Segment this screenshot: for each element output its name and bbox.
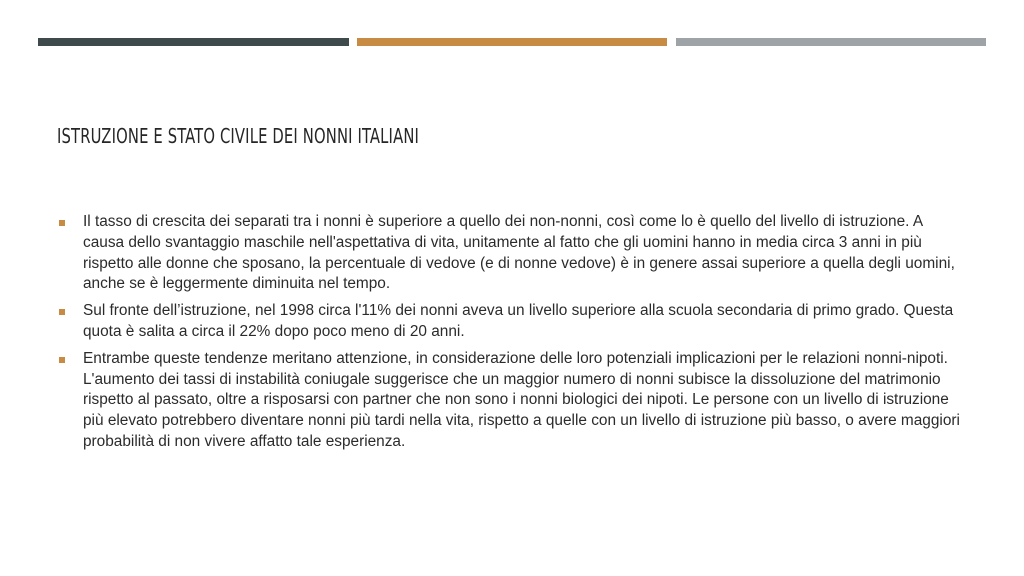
square-bullet-icon [59,309,65,315]
bullet-text: Sul fronte dell’istruzione, nel 1998 circa l'11% dei nonni aveva un livello superiore alla scuola secondaria di primo grado. Questa quota è salita a circa il 22% dopo poco meno di 20 anni. [83,302,954,340]
top-accent-bar-dark [38,38,349,46]
square-bullet-icon [59,220,65,226]
square-bullet-icon [59,357,65,363]
slide-title: ISTRUZIONE E STATO CIVILE DEI NONNI ITALIANI [57,124,420,148]
bullet-text: Entrambe queste tendenze meritano attenzione, in considerazione delle loro potenziali implicazioni per le relazioni nonni-nipoti. L'aumento dei tassi di instabilità coniugale suggerisce che un maggior numero di nonni subisce la dissoluzione del matrimonio rispetto al passato, oltre a risposarsi con partner che non sono i nonni biologici dei nipoti. Le persone con un livello di istruzione più elevato potrebbero diventare nonni più tardi nella vita, rispetto a quelle con un livello di istruzione più basso, o avere maggiori probabilità di non vivere affatto tale esperienza. [83,349,960,450]
bullet-list [57,212,962,459]
bullet-item [57,349,962,453]
bullet-text: Il tasso di crescita dei separati tra i nonni è superiore a quello dei non-nonni, così come lo è quello del livello di istruzione. A causa dello svantaggio maschile nell'aspettativa di vita, unitamente al fatto che gli uomini hanno in media circa 3 anni in più rispetto alle donne che sposano, la percentuale di vedove (e di nonne vedove) è in genere assai superiore a quella degli uomini, anche se è leggermente diminuita nel tempo. [83,213,955,293]
bullet-item [57,212,962,295]
top-accent-bar-gray [676,38,986,46]
top-accent-bar-orange [357,38,667,46]
bullet-item [57,301,962,343]
